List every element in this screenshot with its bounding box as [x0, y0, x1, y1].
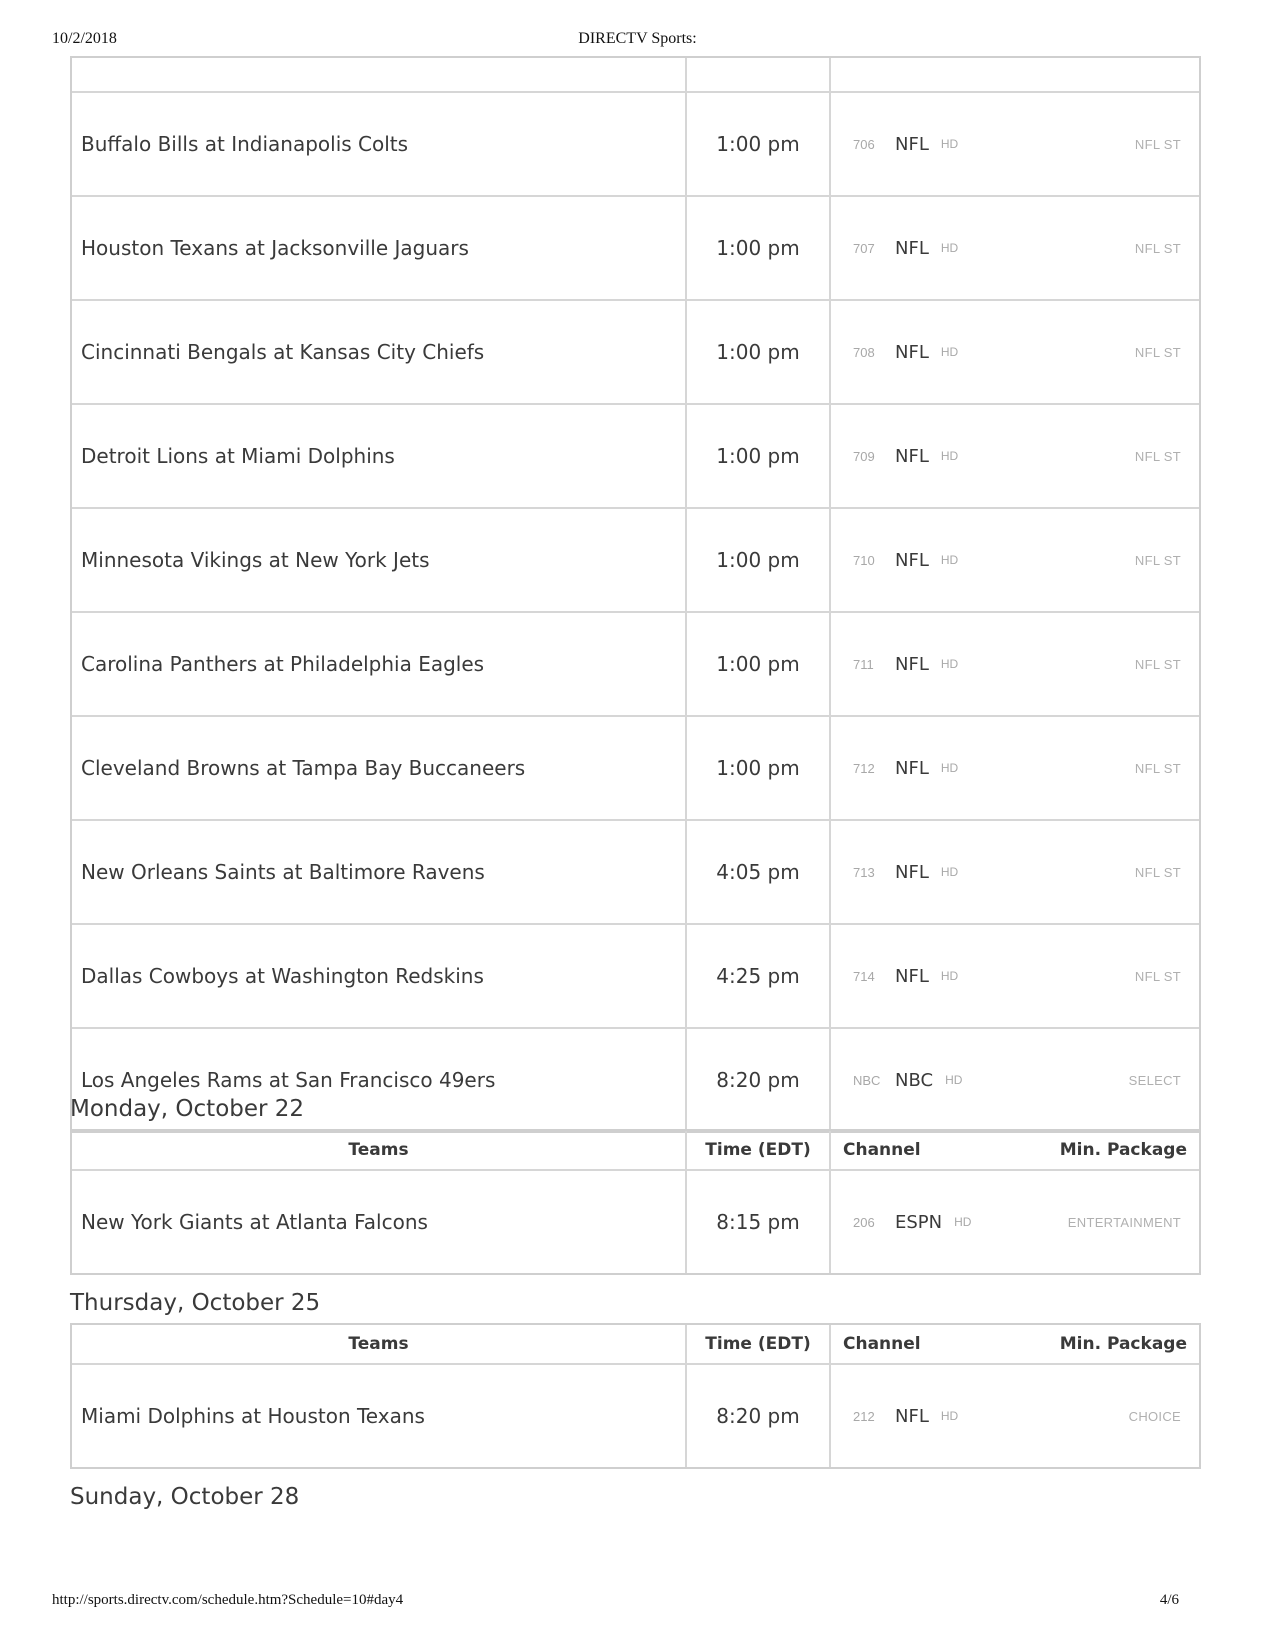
- hd-badge: HD: [940, 241, 959, 255]
- print-title: DIRECTV Sports:: [578, 30, 697, 47]
- table-row: [72, 299, 1199, 403]
- table-header: [72, 1131, 1199, 1169]
- channel-name: NFL: [895, 445, 929, 467]
- min-package: NFL ST: [1134, 344, 1181, 360]
- table-row: [72, 611, 1199, 715]
- col-header-channel: Channel: [843, 1140, 921, 1160]
- game-teams: Carolina Panthers at Philadelphia Eagles: [72, 613, 687, 715]
- game-teams: New York Giants at Atlanta Falcons: [72, 1171, 687, 1273]
- col-header-package: Min. Package: [1059, 1334, 1187, 1354]
- page-number: 4/6: [1159, 1592, 1179, 1608]
- channel-number: 206: [853, 1214, 875, 1230]
- hd-badge: HD: [940, 657, 959, 671]
- hd-badge: HD: [940, 449, 959, 463]
- table-row-partial: [72, 58, 1199, 91]
- game-time: 8:20 pm: [687, 1365, 831, 1467]
- game-time: 4:25 pm: [687, 925, 831, 1027]
- channel-number: 707: [853, 240, 875, 256]
- day-heading-monday: Monday, October 22: [70, 1096, 305, 1122]
- hd-badge: HD: [940, 1409, 959, 1423]
- table-row: [72, 923, 1199, 1027]
- game-teams: Dallas Cowboys at Washington Redskins: [72, 925, 687, 1027]
- channel-name: NFL: [895, 549, 929, 571]
- channel-name: NFL: [895, 341, 929, 363]
- game-teams: Buffalo Bills at Indianapolis Colts: [72, 93, 687, 195]
- print-url: http://sports.directv.com/schedule.htm?Schedule=10#day4: [52, 1592, 404, 1608]
- min-package: NFL ST: [1134, 760, 1181, 776]
- hd-badge: HD: [940, 865, 959, 879]
- game-teams: Houston Texans at Jacksonville Jaguars: [72, 197, 687, 299]
- schedule-table-thursday-oct25: [70, 1323, 1201, 1469]
- col-header-channel: Channel: [843, 1334, 921, 1354]
- game-teams: Cleveland Browns at Tampa Bay Buccaneers: [72, 717, 687, 819]
- channel-number: 712: [853, 760, 875, 776]
- game-time: 1:00 pm: [687, 301, 831, 403]
- table-row: [72, 1363, 1199, 1467]
- col-header-channel-package: [831, 1131, 1199, 1169]
- schedule-table-sunday-oct21: [70, 56, 1201, 1133]
- min-package: NFL ST: [1134, 448, 1181, 464]
- game-channel: [831, 509, 1199, 611]
- min-package: ENTERTAINMENT: [1067, 1214, 1181, 1230]
- game-time: 1:00 pm: [687, 613, 831, 715]
- hd-badge: HD: [940, 345, 959, 359]
- game-teams: New Orleans Saints at Baltimore Ravens: [72, 821, 687, 923]
- channel-number: 709: [853, 448, 875, 464]
- game-channel: [831, 1029, 1199, 1131]
- game-channel: [831, 717, 1199, 819]
- channel-name: NFL: [895, 861, 929, 883]
- game-time: 1:00 pm: [687, 509, 831, 611]
- min-package: NFL ST: [1134, 968, 1181, 984]
- table-row: [72, 507, 1199, 611]
- game-channel: [831, 1171, 1199, 1273]
- print-header: [0, 30, 1275, 52]
- game-time: 8:20 pm: [687, 1029, 831, 1131]
- game-channel: [831, 405, 1199, 507]
- game-teams: Cincinnati Bengals at Kansas City Chiefs: [72, 301, 687, 403]
- channel-number: 708: [853, 344, 875, 360]
- channel-number: 710: [853, 552, 875, 568]
- table-row: [72, 91, 1199, 195]
- game-teams: Miami Dolphins at Houston Texans: [72, 1365, 687, 1467]
- min-package: NFL ST: [1134, 656, 1181, 672]
- day-heading-sunday: Sunday, October 28: [70, 1484, 300, 1510]
- table-row: [72, 195, 1199, 299]
- channel-name: NFL: [895, 1405, 929, 1427]
- col-header-package: Min. Package: [1059, 1140, 1187, 1160]
- col-header-time: Time (EDT): [687, 1325, 831, 1363]
- col-header-teams: Teams: [72, 1131, 687, 1169]
- game-channel: [831, 197, 1199, 299]
- hd-badge: HD: [954, 1215, 972, 1229]
- game-time: 1:00 pm: [687, 717, 831, 819]
- min-package: CHOICE: [1128, 1408, 1181, 1424]
- print-footer: [0, 1592, 1275, 1614]
- channel-number: 714: [853, 968, 875, 984]
- game-teams: Minnesota Vikings at New York Jets: [72, 509, 687, 611]
- channel-name: NFL: [895, 965, 929, 987]
- game-time: 8:15 pm: [687, 1171, 831, 1273]
- hd-badge: HD: [940, 553, 959, 567]
- channel-name: NFL: [895, 757, 929, 779]
- min-package: NFL ST: [1134, 240, 1181, 256]
- col-header-teams: Teams: [72, 1325, 687, 1363]
- table-header: [72, 1325, 1199, 1363]
- game-channel: [831, 613, 1199, 715]
- day-heading-thursday: Thursday, October 25: [70, 1290, 321, 1316]
- channel-name: NFL: [895, 237, 929, 259]
- game-time: 4:05 pm: [687, 821, 831, 923]
- game-teams: Los Angeles Rams at San Francisco 49ers: [72, 1029, 687, 1131]
- table-row: [72, 819, 1199, 923]
- game-channel: [831, 93, 1199, 195]
- table-row: [72, 715, 1199, 819]
- channel-number: 212: [853, 1408, 875, 1424]
- channel-name: ESPN: [895, 1211, 943, 1233]
- game-time: 1:00 pm: [687, 197, 831, 299]
- min-package: NFL ST: [1134, 552, 1181, 568]
- game-channel: [831, 301, 1199, 403]
- min-package: NFL ST: [1134, 864, 1181, 880]
- channel-number: NBC: [853, 1072, 881, 1088]
- table-row: [72, 403, 1199, 507]
- channel-number: 706: [853, 136, 875, 152]
- game-channel: [831, 925, 1199, 1027]
- hd-badge: HD: [940, 969, 959, 983]
- game-time: 1:00 pm: [687, 405, 831, 507]
- hd-badge: HD: [940, 137, 959, 151]
- channel-number: 713: [853, 864, 875, 880]
- game-time: 1:00 pm: [687, 93, 831, 195]
- min-package: NFL ST: [1134, 136, 1181, 152]
- game-channel: [831, 1365, 1199, 1467]
- channel-number: 711: [853, 656, 874, 672]
- channel-name: NFL: [895, 133, 929, 155]
- min-package: SELECT: [1128, 1072, 1181, 1088]
- print-date: 10/2/2018: [52, 30, 117, 47]
- channel-name: NBC: [895, 1069, 934, 1091]
- game-teams: Detroit Lions at Miami Dolphins: [72, 405, 687, 507]
- col-header-time: Time (EDT): [687, 1131, 831, 1169]
- schedule-table-monday-oct22: [70, 1129, 1201, 1275]
- table-row: [72, 1169, 1199, 1273]
- channel-name: NFL: [895, 653, 929, 675]
- game-channel: [831, 821, 1199, 923]
- hd-badge: HD: [945, 1073, 963, 1087]
- hd-badge: HD: [940, 761, 959, 775]
- col-header-channel-package: [831, 1325, 1199, 1363]
